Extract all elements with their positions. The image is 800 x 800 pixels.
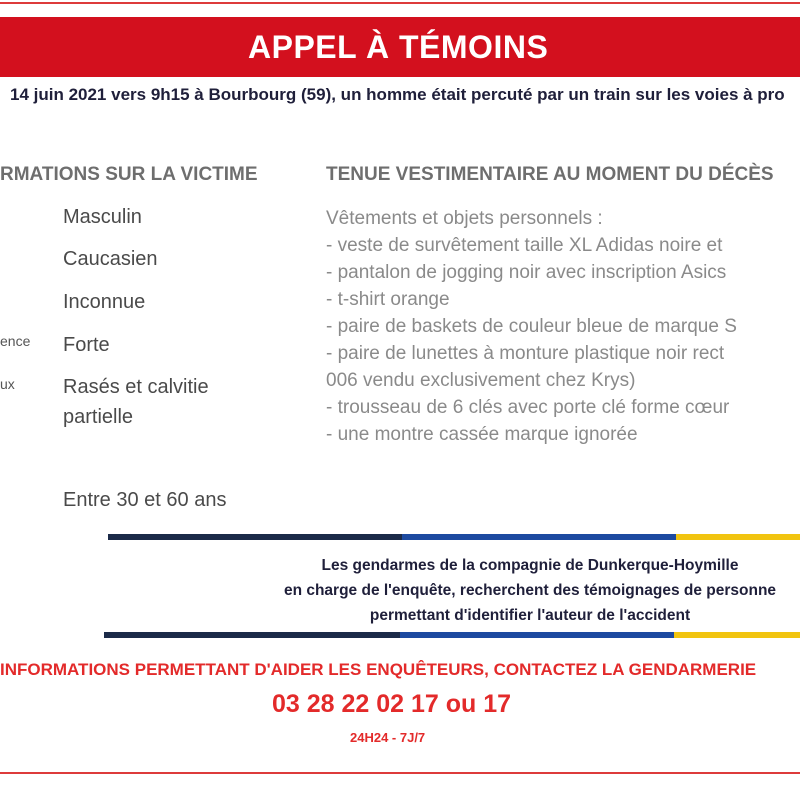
notice-line: permettant d'identifier l'auteur de l'accident [369,607,691,624]
band-navy [108,534,402,540]
victim-section-title: RMATIONS SUR LA VICTIME [0,164,258,185]
clothing-line: - pantalon de jogging noir avec inscription Asics [326,262,727,283]
tricolor-band-bottom [104,632,800,638]
intro-text: 14 juin 2021 vers 9h15 à Bourbourg (59), un homme était percuté par un train sur les voies à pro [10,85,785,104]
bottom-divider [0,772,800,774]
notice-line: en charge de l'enquête, recherchent des témoignages de personne [283,582,777,599]
victim-value-size: Inconnue [63,291,146,313]
clothing-line: 006 vendu exclusivement chez Krys) [326,370,636,391]
victim-value-age: Entre 30 et 60 ans [63,489,227,511]
clothing-line: - paire de lunettes à monture plastique noir rect [326,343,725,364]
band-yellow [674,632,800,638]
clothing-line: - paire de baskets de couleur bleue de marque S [326,316,737,337]
contact-call-to-action: INFORMATIONS PERMETTANT D'AIDER LES ENQUÊTEURS, CONTACTEZ LA GENDARMERIE [0,660,757,679]
victim-label-hair: ux [0,376,15,392]
clothing-line: - t-shirt orange [326,289,450,310]
clothing-line: - une montre cassée marque ignorée [326,424,638,445]
title-banner [0,17,800,77]
band-blue [400,632,674,638]
availability-hours: 24H24 - 7J/7 [350,730,426,745]
victim-value-type: Caucasien [63,248,158,270]
band-blue [402,534,676,540]
phone-number[interactable]: 03 28 22 02 17 ou 17 [272,690,512,718]
victim-value-sex: Masculin [63,206,142,228]
page-title: APPEL À TÉMOINS [248,29,549,65]
clothing-line: Vêtements et objets personnels : [326,208,603,229]
victim-value-hair-cont: partielle [63,406,134,428]
victim-label-corpulence: ence [0,333,31,349]
band-yellow [676,534,800,540]
tricolor-band-top [108,534,800,540]
victim-value-corpulence: Forte [63,334,110,356]
victim-value-hair: Rasés et calvitie [63,376,209,398]
clothing-section-title: TENUE VESTIMENTAIRE AU MOMENT DU DÉCÈS [326,164,774,185]
notice-line: Les gendarmes de la compagnie de Dunkerque-Hoymille [321,557,739,574]
clothing-line: - veste de survêtement taille XL Adidas noire et [326,235,723,256]
top-divider [0,2,800,4]
clothing-line: - trousseau de 6 clés avec porte clé forme cœur [326,397,730,418]
band-navy [104,632,400,638]
clothing-list [326,205,800,448]
